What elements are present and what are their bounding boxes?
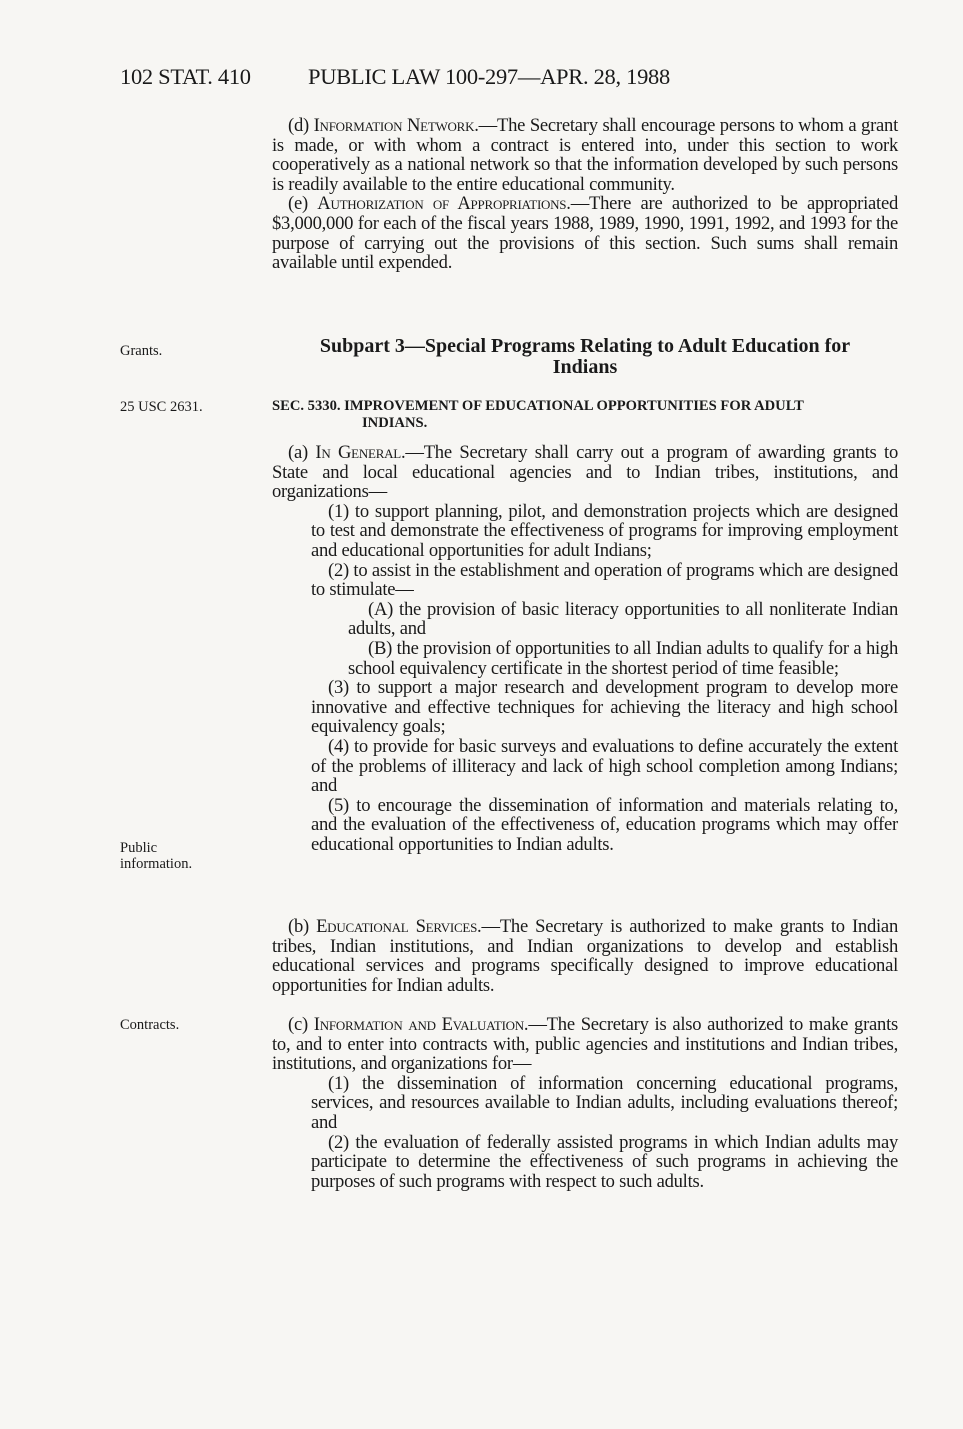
- subsection-b: [272, 917, 898, 995]
- subsection-b-heading: Educational Services.: [316, 916, 482, 937]
- paragraph-d-label: (d): [288, 115, 314, 136]
- margin-note-grants: Grants.: [120, 343, 163, 359]
- subsection-a-item-4-text: (4) to provide for basic surveys and evaluations to define accurately the extent of the problems of illiteracy and lack of high school completion among Indians; and: [311, 735, 898, 797]
- subsection-c-intro: [272, 1015, 898, 1074]
- subsection-a-label: (a): [288, 442, 316, 463]
- top-paragraphs: [272, 116, 898, 273]
- subsection-a: [272, 443, 898, 854]
- margin-note-contracts: Contracts.: [120, 1017, 180, 1033]
- subsection-a-text: —The Secretary shall carry out a program of awarding grants to State and local educational agencies and to Indian tribes, institutions, and organizations—: [272, 442, 898, 503]
- paragraph-d-heading: Information Network.: [313, 115, 479, 136]
- subsection-c: [272, 1015, 898, 1191]
- subsection-a-heading: In General.: [315, 442, 406, 463]
- subsection-c-label: (c): [288, 1014, 314, 1035]
- subsection-c-item-2-text: (2) the evaluation of federally assisted programs in which Indian adults may participate to determine the effectiveness of such programs in achieving the purposes of such programs with respect to such adults.: [311, 1131, 898, 1192]
- section-heading-line2: INDIANS.: [362, 415, 428, 431]
- subsection-a-item-2: [272, 561, 898, 600]
- subsection-a-item-1-text: (1) to support planning, pilot, and demonstration projects which are designed to test and demonstrate the effectiveness of programs for improving employment and educational opportunities for adult Indians;: [311, 500, 898, 561]
- subsection-c-heading: Information and Evaluation.: [313, 1014, 529, 1035]
- subsection-a-item-3: [272, 678, 898, 737]
- subsection-a-item-2-B-text: (B) the provision of opportunities to all Indian adults to qualify for a high school equivalency certificate in the shortest period of time feasible;: [348, 637, 898, 679]
- margin-note-public-line2: information.: [120, 856, 193, 872]
- subsection-a-item-5-text: (5) to encourage the dissemination of information and materials relating to, and the evaluation of the effectiveness of, education programs which may offer educational opportunities to Indian adults.: [311, 794, 898, 855]
- paragraph-d: [272, 116, 898, 194]
- subsection-a-item-2-text: (2) to assist in the establishment and operation of programs which are designed to stimulate—: [311, 559, 898, 601]
- subpart-heading-line2: Indians: [552, 356, 618, 378]
- margin-note-usc: 25 USC 2631.: [120, 399, 203, 415]
- subsection-a-item-3-text: (3) to support a major research and development program to develop more innovative and effective techniques for achieving the literacy and high school equivalency goals;: [311, 677, 898, 738]
- subsection-a-intro: [272, 443, 898, 502]
- subsection-b-label: (b): [288, 916, 317, 937]
- stat-reference: 102 STAT. 410: [120, 64, 251, 89]
- subsection-a-item-1: [272, 502, 898, 561]
- margin-note-public-line1: Public: [120, 840, 158, 856]
- subsection-b-text: —The Secretary is authorized to make grants to Indian tribes, Indian institutions, and Indian organizations to develop and establish educational services and programs specifically designed to improve educational opportunities for Indian adults.: [272, 916, 898, 996]
- running-head: [120, 64, 900, 94]
- subsection-a-item-2-A: [272, 600, 898, 639]
- subpart-heading: [272, 336, 898, 378]
- paragraph-e: [272, 194, 898, 272]
- subpart-heading-line1: Subpart 3—Special Programs Relating to Adult Education for: [319, 335, 851, 357]
- subsection-c-item-2: [272, 1133, 898, 1192]
- paragraph-e-heading: Authorization of Appropriations.: [317, 193, 571, 215]
- subsection-c-item-1-text: (1) the dissemination of information concerning educational programs, services, and resources available to Indian adults, including evaluations thereof; and: [311, 1072, 898, 1133]
- public-law-reference: PUBLIC LAW 100-297—APR. 28, 1988: [308, 64, 670, 89]
- subsection-b-text-block: [272, 917, 898, 995]
- paragraph-e-label: (e): [288, 193, 318, 215]
- section-heading-line1: SEC. 5330. IMPROVEMENT OF EDUCATIONAL OPPORTUNITIES FOR ADULT: [272, 398, 804, 414]
- margin-note-public-information: [120, 840, 192, 872]
- subsection-c-text: —The Secretary is also authorized to make grants to, and to enter into contracts with, public agencies and institutions and Indian tribes, institutions, and organizations for—: [272, 1014, 898, 1075]
- subsection-a-item-2-A-text: (A) the provision of basic literacy opportunities to all nonliterate Indian adults, and: [348, 598, 898, 640]
- subsection-a-item-5: [272, 796, 898, 855]
- subsection-a-item-4: [272, 737, 898, 796]
- subsection-a-item-2-B: [272, 639, 898, 678]
- subsection-c-item-1: [272, 1074, 898, 1133]
- section-heading: [272, 398, 898, 432]
- paragraph-d-text: —The Secretary shall encourage persons to whom a grant is made, or with whom a contract is entered into, under this section to work cooperatively as a national network so that the information developed by such persons is readily available to the entire educational community.: [272, 115, 898, 195]
- paragraph-e-text: —There are authorized to be appropriated $3,000,000 for each of the fiscal years 1988, 1989, 1990, 1991, 1992, and 1993 for the purpose of carrying out the provisions of this section. Such sums shall remain available until expended.: [272, 193, 898, 274]
